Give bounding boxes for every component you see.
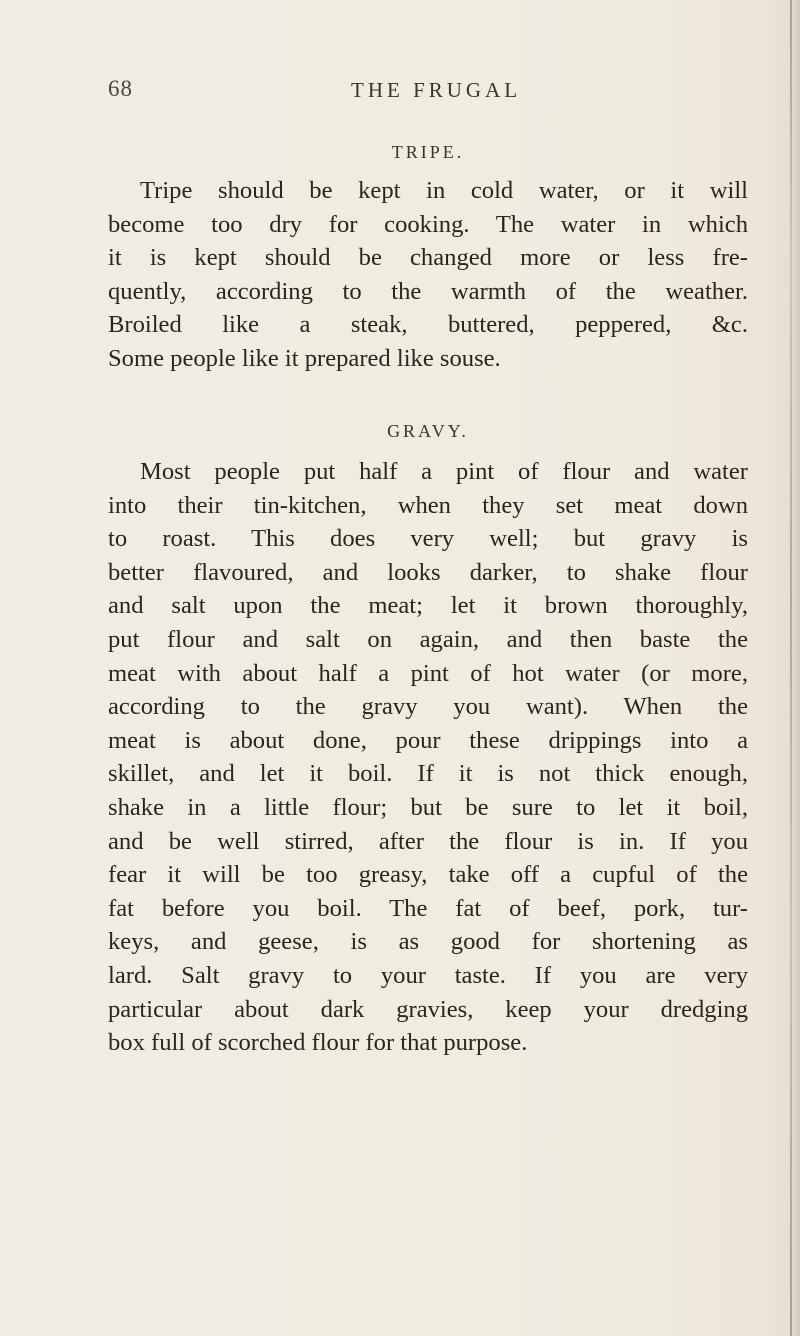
- page-edge-shadow: [792, 0, 800, 1336]
- text-line: fear it will be too greasy, take off a cupful of the: [108, 861, 748, 889]
- text-line: become too dry for cooking. The water in which: [108, 210, 748, 238]
- text-line: it is kept should be changed more or less fre-: [108, 244, 748, 272]
- text-line: box full of scorched flour for that purpose.: [108, 1029, 528, 1057]
- paragraph-tripe: [108, 174, 748, 376]
- text-line: Most people put half a pint of flour and water: [140, 458, 748, 485]
- text-line: and salt upon the meat; let it brown thoroughly,: [108, 592, 748, 620]
- text-line: quently, according to the warmth of the weather.: [108, 277, 748, 305]
- section-heading-tripe: TRIPE.: [391, 142, 465, 162]
- text-line: Tripe should be kept in cold water, or it will: [140, 177, 748, 204]
- text-line: Some people like it prepared like souse.: [108, 344, 501, 372]
- running-head: THE FRUGAL: [351, 78, 522, 102]
- text-line: meat with about half a pint of hot water (or more,: [108, 659, 748, 687]
- page-number: 68: [108, 76, 133, 101]
- text-line: to roast. This does very well; but gravy is: [108, 525, 748, 553]
- text-line: put flour and salt on again, and then baste the: [108, 625, 748, 653]
- text-line: Broiled like a steak, buttered, peppered, &c.: [108, 311, 748, 339]
- text-line: fat before you boil. The fat of beef, pork, tur-: [108, 894, 748, 922]
- text-line: keys, and geese, is as good for shortening as: [108, 928, 748, 956]
- text-line: and be well stirred, after the flour is in. If you: [108, 827, 748, 855]
- page-header: [108, 76, 748, 110]
- text-line: meat is about done, pour these drippings into a: [108, 726, 748, 754]
- paragraph-gravy: [108, 455, 748, 1060]
- text-line: skillet, and let it boil. If it is not thick enough,: [108, 760, 748, 788]
- text-line: lard. Salt gravy to your taste. If you are very: [108, 961, 748, 989]
- text-line: better flavoured, and looks darker, to shake flour: [108, 558, 748, 586]
- text-line: shake in a little flour; but be sure to let it boil,: [108, 793, 748, 821]
- text-line: particular about dark gravies, keep your dredging: [108, 995, 748, 1023]
- section-heading-gravy: GRAVY.: [387, 421, 469, 441]
- text-line: into their tin-kitchen, when they set meat down: [108, 491, 748, 519]
- text-line: according to the gravy you want). When the: [108, 693, 748, 721]
- page-edge-line: [790, 0, 792, 1336]
